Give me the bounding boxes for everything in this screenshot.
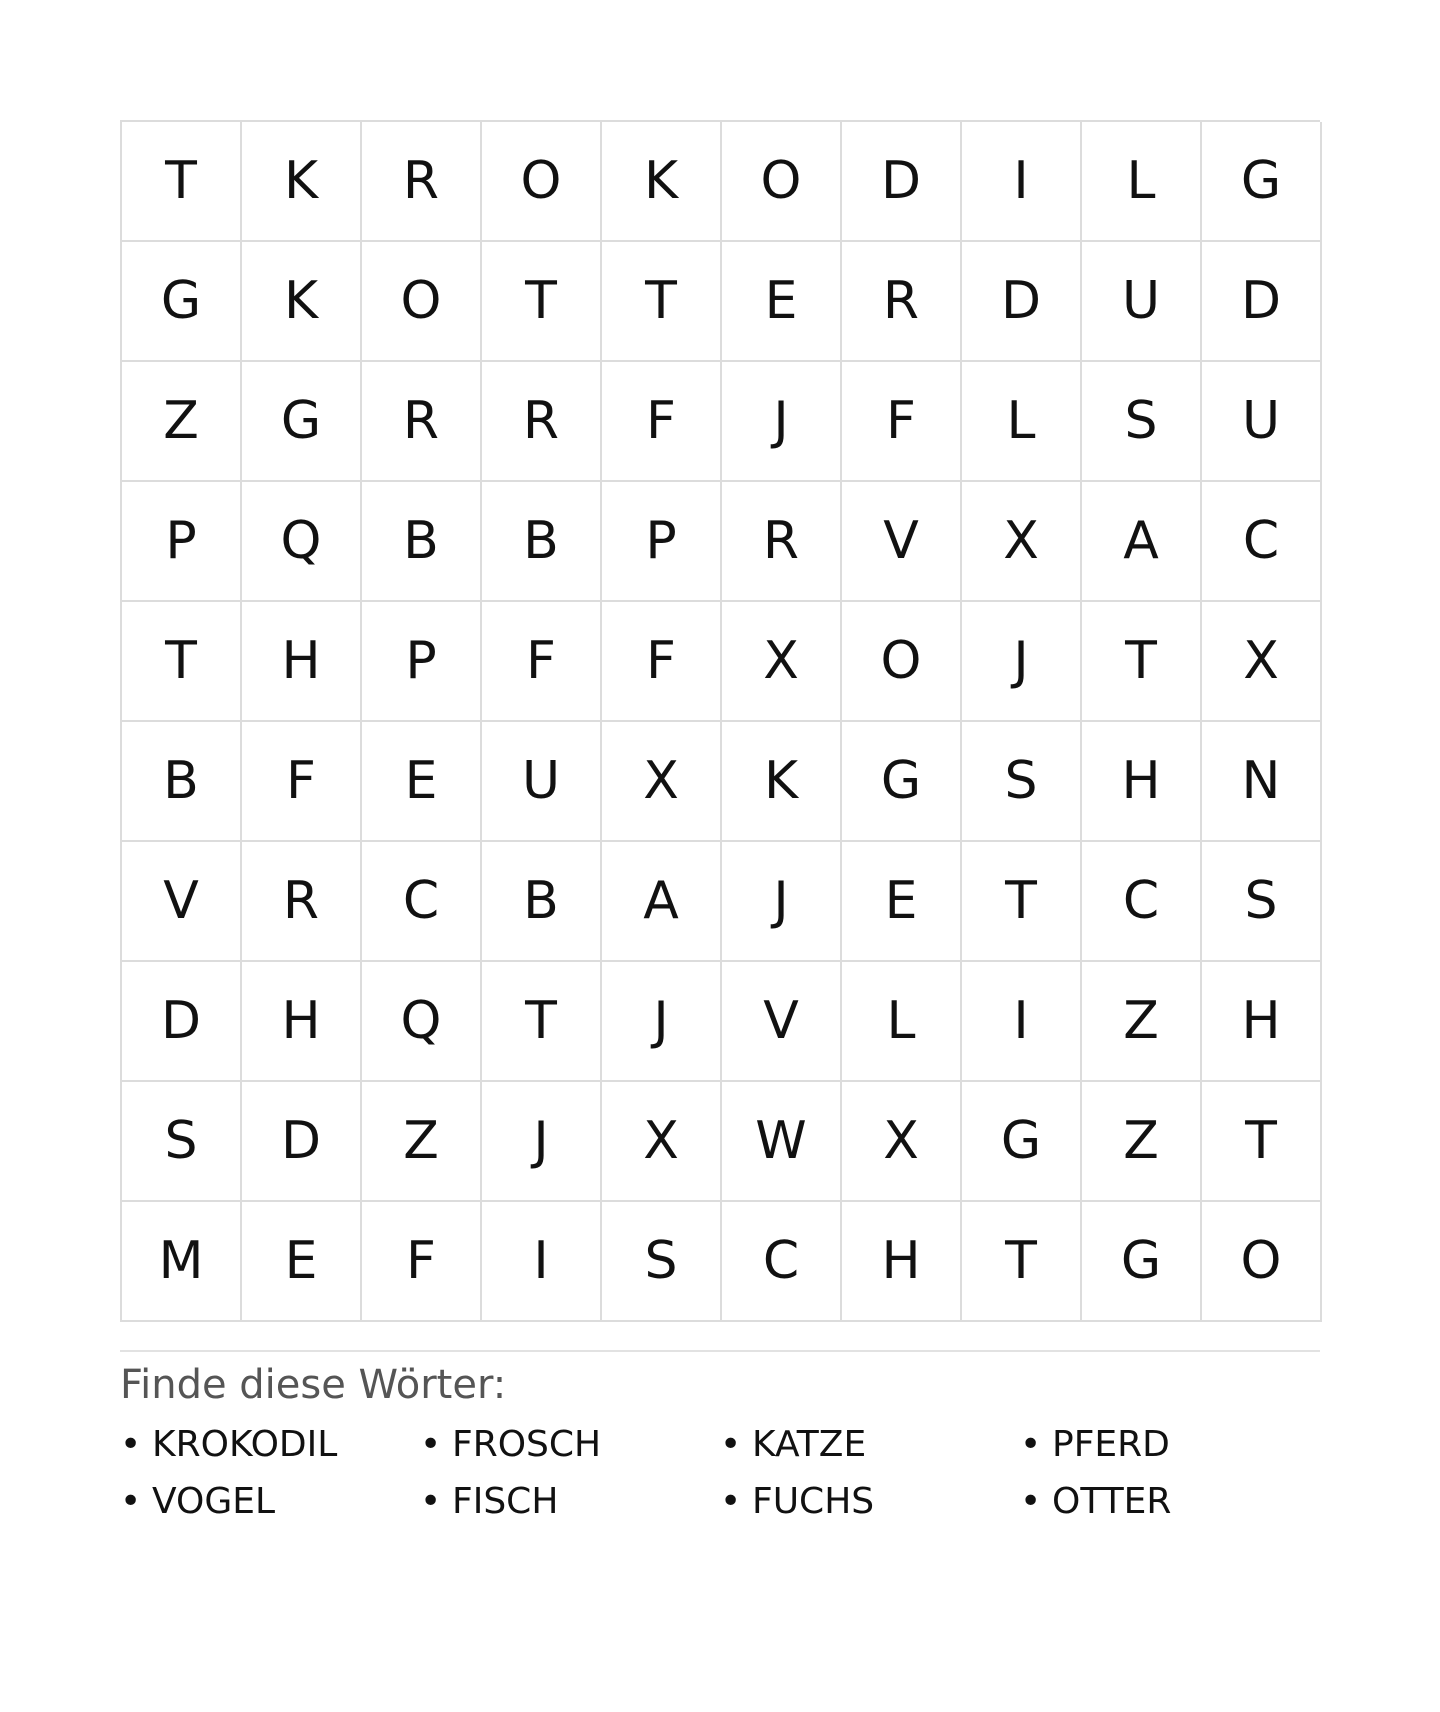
word-list bbox=[120, 1424, 1320, 1522]
grid-cell[interactable]: X bbox=[722, 602, 842, 722]
grid-cell[interactable]: T bbox=[1202, 1082, 1322, 1202]
word-list-item bbox=[1020, 1481, 1320, 1522]
grid-cell[interactable]: F bbox=[842, 362, 962, 482]
grid-cell[interactable]: Q bbox=[362, 962, 482, 1082]
grid-cell[interactable]: B bbox=[482, 482, 602, 602]
grid-cell[interactable]: T bbox=[122, 602, 242, 722]
grid-cell[interactable]: K bbox=[242, 242, 362, 362]
grid-cell[interactable]: V bbox=[722, 962, 842, 1082]
grid-cell[interactable]: I bbox=[962, 122, 1082, 242]
grid-cell[interactable]: F bbox=[242, 722, 362, 842]
grid-cell[interactable]: T bbox=[962, 842, 1082, 962]
grid-cell[interactable]: Z bbox=[362, 1082, 482, 1202]
grid-cell[interactable]: G bbox=[962, 1082, 1082, 1202]
grid-cell[interactable]: F bbox=[482, 602, 602, 722]
grid-cell[interactable]: F bbox=[362, 1202, 482, 1322]
bullet-icon: • bbox=[120, 1424, 142, 1465]
grid-cell[interactable]: C bbox=[722, 1202, 842, 1322]
grid-cell[interactable]: Z bbox=[122, 362, 242, 482]
word-label: FUCHS bbox=[752, 1481, 875, 1522]
grid-cell[interactable]: F bbox=[602, 602, 722, 722]
word-list-prompt: Finde diese Wörter: bbox=[120, 1362, 507, 1408]
grid-cell[interactable]: R bbox=[722, 482, 842, 602]
grid-cell[interactable]: X bbox=[1202, 602, 1322, 722]
word-list-item bbox=[720, 1424, 1020, 1465]
grid-cell[interactable]: W bbox=[722, 1082, 842, 1202]
grid-cell[interactable]: H bbox=[242, 602, 362, 722]
grid-cell[interactable]: E bbox=[842, 842, 962, 962]
grid-cell[interactable]: T bbox=[1082, 602, 1202, 722]
grid-cell[interactable]: A bbox=[1082, 482, 1202, 602]
grid-cell[interactable]: G bbox=[122, 242, 242, 362]
word-label: PFERD bbox=[1052, 1424, 1170, 1465]
grid-cell[interactable]: B bbox=[122, 722, 242, 842]
word-label: FROSCH bbox=[452, 1424, 602, 1465]
grid-cell[interactable]: S bbox=[122, 1082, 242, 1202]
grid-cell[interactable]: H bbox=[242, 962, 362, 1082]
grid-cell[interactable]: T bbox=[482, 962, 602, 1082]
grid-cell[interactable]: I bbox=[482, 1202, 602, 1322]
grid-cell[interactable]: S bbox=[1082, 362, 1202, 482]
word-label: KATZE bbox=[752, 1424, 867, 1465]
grid-cell[interactable]: O bbox=[362, 242, 482, 362]
bullet-icon: • bbox=[720, 1481, 742, 1522]
grid-cell[interactable]: D bbox=[242, 1082, 362, 1202]
grid-cell[interactable]: D bbox=[122, 962, 242, 1082]
grid-cell[interactable]: L bbox=[1082, 122, 1202, 242]
grid-cell[interactable]: B bbox=[362, 482, 482, 602]
grid-cell[interactable]: J bbox=[722, 362, 842, 482]
grid-cell[interactable]: R bbox=[842, 242, 962, 362]
grid-cell[interactable]: X bbox=[602, 1082, 722, 1202]
grid-cell[interactable]: S bbox=[962, 722, 1082, 842]
grid-cell[interactable]: H bbox=[1202, 962, 1322, 1082]
grid-cell[interactable]: E bbox=[242, 1202, 362, 1322]
grid-cell[interactable]: S bbox=[602, 1202, 722, 1322]
grid-cell[interactable]: J bbox=[722, 842, 842, 962]
grid-cell[interactable]: U bbox=[1082, 242, 1202, 362]
grid-cell[interactable]: V bbox=[842, 482, 962, 602]
grid-cell[interactable]: G bbox=[842, 722, 962, 842]
grid-cell[interactable]: D bbox=[962, 242, 1082, 362]
word-label: OTTER bbox=[1052, 1481, 1172, 1522]
word-list-item bbox=[420, 1481, 720, 1522]
grid-cell[interactable]: X bbox=[842, 1082, 962, 1202]
word-list-item bbox=[1020, 1424, 1320, 1465]
grid-cell[interactable]: R bbox=[482, 362, 602, 482]
grid-cell[interactable]: O bbox=[842, 602, 962, 722]
grid-cell[interactable]: K bbox=[602, 122, 722, 242]
grid-cell[interactable]: T bbox=[482, 242, 602, 362]
grid-cell[interactable]: J bbox=[482, 1082, 602, 1202]
grid-cell[interactable]: J bbox=[962, 602, 1082, 722]
grid-cell[interactable]: O bbox=[482, 122, 602, 242]
grid-cell[interactable]: E bbox=[722, 242, 842, 362]
bullet-icon: • bbox=[1020, 1424, 1042, 1465]
grid-cell[interactable]: E bbox=[362, 722, 482, 842]
grid-cell[interactable]: C bbox=[362, 842, 482, 962]
grid-cell[interactable]: T bbox=[122, 122, 242, 242]
grid-cell[interactable]: R bbox=[362, 122, 482, 242]
grid-cell[interactable]: G bbox=[1082, 1202, 1202, 1322]
grid-cell[interactable]: M bbox=[122, 1202, 242, 1322]
grid-cell[interactable]: P bbox=[602, 482, 722, 602]
grid-cell[interactable]: G bbox=[1202, 122, 1322, 242]
grid-cell[interactable]: K bbox=[722, 722, 842, 842]
grid-cell[interactable]: A bbox=[602, 842, 722, 962]
grid-cell[interactable]: H bbox=[1082, 722, 1202, 842]
bullet-icon: • bbox=[420, 1424, 442, 1465]
letter-grid bbox=[120, 120, 1320, 1322]
grid-cell[interactable]: L bbox=[842, 962, 962, 1082]
grid-cell[interactable]: T bbox=[962, 1202, 1082, 1322]
grid-cell[interactable]: L bbox=[962, 362, 1082, 482]
grid-cell[interactable]: P bbox=[362, 602, 482, 722]
grid-cell[interactable]: N bbox=[1202, 722, 1322, 842]
bullet-icon: • bbox=[420, 1481, 442, 1522]
grid-cell[interactable]: X bbox=[962, 482, 1082, 602]
grid-cell[interactable]: B bbox=[482, 842, 602, 962]
grid-cell[interactable]: D bbox=[1202, 242, 1322, 362]
word-label: VOGEL bbox=[152, 1481, 276, 1522]
grid-cell[interactable]: F bbox=[602, 362, 722, 482]
word-list-item bbox=[720, 1481, 1020, 1522]
word-list-item bbox=[420, 1424, 720, 1465]
grid-cell[interactable]: C bbox=[1202, 482, 1322, 602]
grid-cell[interactable]: D bbox=[842, 122, 962, 242]
grid-cell[interactable]: Z bbox=[1082, 1082, 1202, 1202]
grid-cell[interactable]: R bbox=[242, 842, 362, 962]
grid-cell[interactable]: J bbox=[602, 962, 722, 1082]
grid-cell[interactable]: G bbox=[242, 362, 362, 482]
bullet-icon: • bbox=[120, 1481, 142, 1522]
word-label: KROKODIL bbox=[152, 1424, 338, 1465]
grid-cell[interactable]: T bbox=[602, 242, 722, 362]
grid-cell[interactable]: Q bbox=[242, 482, 362, 602]
grid-cell[interactable]: V bbox=[122, 842, 242, 962]
grid-cell[interactable]: U bbox=[1202, 362, 1322, 482]
grid-cell[interactable]: X bbox=[602, 722, 722, 842]
grid-cell[interactable]: S bbox=[1202, 842, 1322, 962]
word-search-puzzle bbox=[120, 120, 1320, 1522]
grid-cell[interactable]: I bbox=[962, 962, 1082, 1082]
grid-cell[interactable]: P bbox=[122, 482, 242, 602]
grid-cell[interactable]: U bbox=[482, 722, 602, 842]
grid-cell[interactable]: R bbox=[362, 362, 482, 482]
grid-cell[interactable]: H bbox=[842, 1202, 962, 1322]
bullet-icon: • bbox=[720, 1424, 742, 1465]
word-list-item bbox=[120, 1481, 420, 1522]
grid-cell[interactable]: O bbox=[722, 122, 842, 242]
word-list-item bbox=[120, 1424, 420, 1465]
grid-cell[interactable]: C bbox=[1082, 842, 1202, 962]
word-label: FISCH bbox=[452, 1481, 559, 1522]
grid-cell[interactable]: Z bbox=[1082, 962, 1202, 1082]
divider bbox=[120, 1350, 1320, 1352]
bullet-icon: • bbox=[1020, 1481, 1042, 1522]
grid-cell[interactable]: K bbox=[242, 122, 362, 242]
grid-cell[interactable]: O bbox=[1202, 1202, 1322, 1322]
